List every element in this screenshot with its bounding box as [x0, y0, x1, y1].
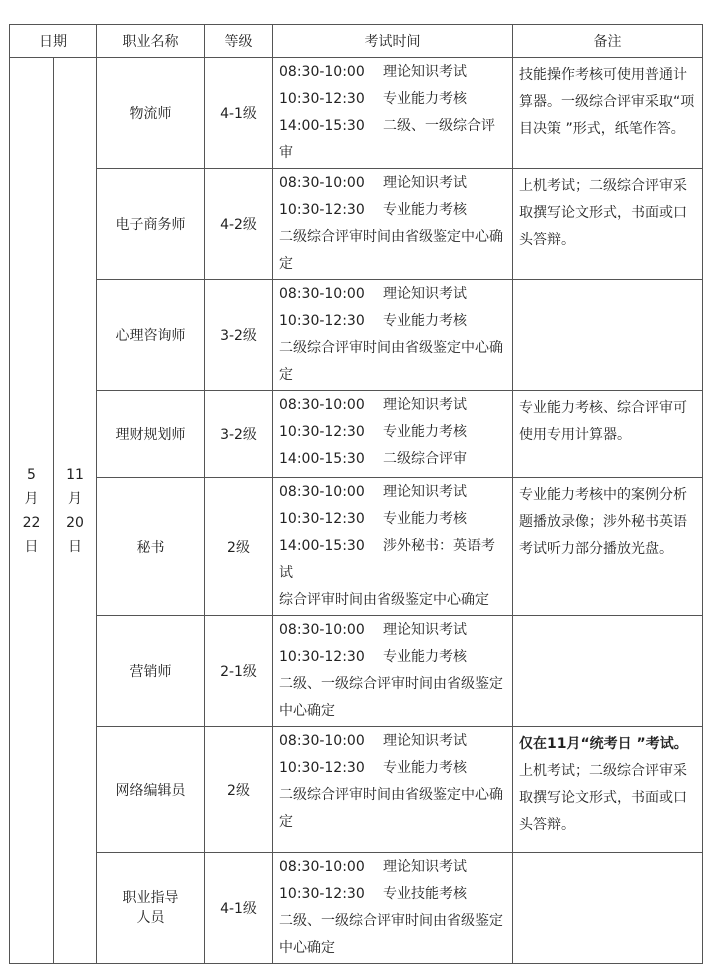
time-range: 08:30-10:00: [279, 733, 365, 749]
time-line: [279, 446, 508, 473]
time-line: [279, 854, 508, 881]
time-range: 14:00-15:30: [279, 538, 365, 554]
time-description: 理论知识考试: [383, 397, 467, 413]
occupation-name: 物流师: [97, 58, 205, 169]
date-part: 5: [27, 466, 36, 483]
time-range: 08:30-10:00: [279, 286, 365, 302]
time-line: [279, 908, 508, 962]
remarks-cell: [513, 391, 703, 478]
remark-text: 上机考试；二级综合评审采取撰写论文形式，书面或口头答辩。: [519, 178, 687, 248]
date-part: 11: [66, 466, 84, 483]
time-description: 二级综合评审时间由省级鉴定中心确定: [279, 229, 503, 272]
time-range: 08:30-10:00: [279, 622, 365, 638]
time-range: 10:30-12:30: [279, 202, 365, 218]
remark-text: 上机考试；二级综合评审采取撰写论文形式，书面或口头答辩。: [519, 763, 687, 833]
exam-time-cell: [273, 478, 513, 616]
header-row: [10, 25, 703, 58]
time-description: 专业能力考核: [383, 313, 467, 329]
time-line: [279, 881, 508, 908]
time-line: [279, 59, 508, 86]
time-range: 08:30-10:00: [279, 859, 365, 875]
level: 3-2级: [205, 391, 273, 478]
header-level: 等级: [205, 25, 273, 58]
time-description: 专业技能考核: [383, 886, 467, 902]
time-line: [279, 587, 508, 614]
time-line: [279, 308, 508, 335]
table-row: [10, 280, 703, 391]
date-part: 20: [66, 514, 84, 531]
table-row: [10, 616, 703, 727]
time-line: [279, 479, 508, 506]
date-cell-nov: [54, 58, 97, 964]
date-part: 月: [68, 490, 82, 507]
time-line: [279, 728, 508, 755]
table-row: [10, 169, 703, 280]
time-range: 10:30-12:30: [279, 424, 365, 440]
table-row: [10, 58, 703, 169]
time-range: 08:30-10:00: [279, 175, 365, 191]
time-line: [279, 644, 508, 671]
level: 3-2级: [205, 280, 273, 391]
time-range: 14:00-15:30: [279, 451, 365, 467]
time-line: [279, 170, 508, 197]
time-range: 10:30-12:30: [279, 886, 365, 902]
time-range: 08:30-10:00: [279, 484, 365, 500]
exam-time-cell: [273, 280, 513, 391]
time-description: 二级综合评审时间由省级鉴定中心确定: [279, 340, 503, 383]
date-part: 日: [68, 538, 82, 555]
remark-text: 技能操作考核可使用普通计算器。一级综合评审采取“项目决策 ”形式，纸笔作答。: [519, 67, 695, 137]
time-line: [279, 392, 508, 419]
time-line: [279, 281, 508, 308]
table-row: [10, 853, 703, 964]
remark-text: 专业能力考核中的案例分析题播放录像；涉外秘书英语考试听力部分播放光盘。: [519, 487, 687, 557]
exam-time-cell: [273, 58, 513, 169]
remarks-cell: [513, 169, 703, 280]
time-description: 二级、一级综合评审时间由省级鉴定中心确定: [279, 676, 503, 719]
time-range: 10:30-12:30: [279, 760, 365, 776]
time-line: [279, 335, 508, 389]
table-row: [10, 391, 703, 478]
occupation-name: 营销师: [97, 616, 205, 727]
level: 4-1级: [205, 58, 273, 169]
occupation-name: 电子商务师: [97, 169, 205, 280]
occupation-name: 心理咨询师: [97, 280, 205, 391]
time-description: 专业能力考核: [383, 424, 467, 440]
occupation-name: 秘书: [97, 478, 205, 616]
time-description: 涉外秘书：英语考试: [279, 538, 495, 581]
time-description: 专业能力考核: [383, 760, 467, 776]
time-line: [279, 506, 508, 533]
remarks-cell: [513, 478, 703, 616]
time-description: 专业能力考核: [383, 91, 467, 107]
level: 2-1级: [205, 616, 273, 727]
level: 2级: [205, 727, 273, 853]
time-line: [279, 782, 508, 836]
time-description: 理论知识考试: [383, 622, 467, 638]
time-description: 二级综合评审: [383, 451, 467, 467]
time-line: [279, 113, 508, 167]
time-range: 08:30-10:00: [279, 397, 365, 413]
time-description: 理论知识考试: [383, 859, 467, 875]
header-exam-time: 考试时间: [273, 25, 513, 58]
remark-text: 专业能力考核、综合评审可使用专用计算器。: [519, 400, 687, 443]
remarks-cell: [513, 616, 703, 727]
date-part: 日: [24, 538, 39, 555]
date-part: 22: [22, 514, 41, 531]
remarks-cell: [513, 280, 703, 391]
time-range: 10:30-12:30: [279, 511, 365, 527]
table-row: [10, 727, 703, 853]
level: 4-1级: [205, 853, 273, 964]
level: 4-2级: [205, 169, 273, 280]
exam-time-cell: [273, 853, 513, 964]
schedule-body: [10, 58, 703, 964]
time-line: [279, 224, 508, 278]
exam-time-cell: [273, 727, 513, 853]
time-description: 二级、一级综合评审时间由省级鉴定中心确定: [279, 913, 503, 956]
level: 2级: [205, 478, 273, 616]
time-description: 理论知识考试: [383, 733, 467, 749]
header-occupation: 职业名称: [97, 25, 205, 58]
time-description: 理论知识考试: [383, 286, 467, 302]
date-part: 月: [24, 490, 39, 507]
table-row: [10, 478, 703, 616]
time-description: 理论知识考试: [383, 484, 467, 500]
time-range: 08:30-10:00: [279, 64, 365, 80]
time-description: 专业能力考核: [383, 511, 467, 527]
occupation-name: 网络编辑员: [97, 727, 205, 853]
header-remarks: 备注: [513, 25, 703, 58]
time-description: 综合评审时间由省级鉴定中心确定: [279, 592, 489, 608]
occupation-name: 职业指导人员: [97, 853, 205, 964]
time-description: 理论知识考试: [383, 175, 467, 191]
time-description: 二级综合评审时间由省级鉴定中心确定: [279, 787, 503, 830]
remark-emphasis: 仅在11月“统考日 ”考试。: [519, 736, 688, 752]
time-description: 二级、一级综合评审: [279, 118, 495, 161]
date-cell-may: [10, 58, 54, 964]
exam-time-cell: [273, 391, 513, 478]
exam-time-cell: [273, 169, 513, 280]
time-description: 理论知识考试: [383, 64, 467, 80]
time-range: 10:30-12:30: [279, 91, 365, 107]
remarks-cell: [513, 58, 703, 169]
schedule-wrapper: [9, 24, 703, 964]
remarks-cell: [513, 727, 703, 853]
time-range: 10:30-12:30: [279, 649, 365, 665]
time-range: 14:00-15:30: [279, 118, 365, 134]
remarks-cell: [513, 853, 703, 964]
time-line: [279, 533, 508, 587]
time-line: [279, 419, 508, 446]
time-line: [279, 86, 508, 113]
occupation-name: 理财规划师: [97, 391, 205, 478]
time-description: 专业能力考核: [383, 202, 467, 218]
exam-schedule-table: [9, 24, 703, 964]
time-description: 专业能力考核: [383, 649, 467, 665]
time-line: [279, 671, 508, 725]
time-range: 10:30-12:30: [279, 313, 365, 329]
time-line: [279, 755, 508, 782]
time-line: [279, 197, 508, 224]
time-line: [279, 617, 508, 644]
exam-time-cell: [273, 616, 513, 727]
header-date: 日期: [10, 25, 97, 58]
